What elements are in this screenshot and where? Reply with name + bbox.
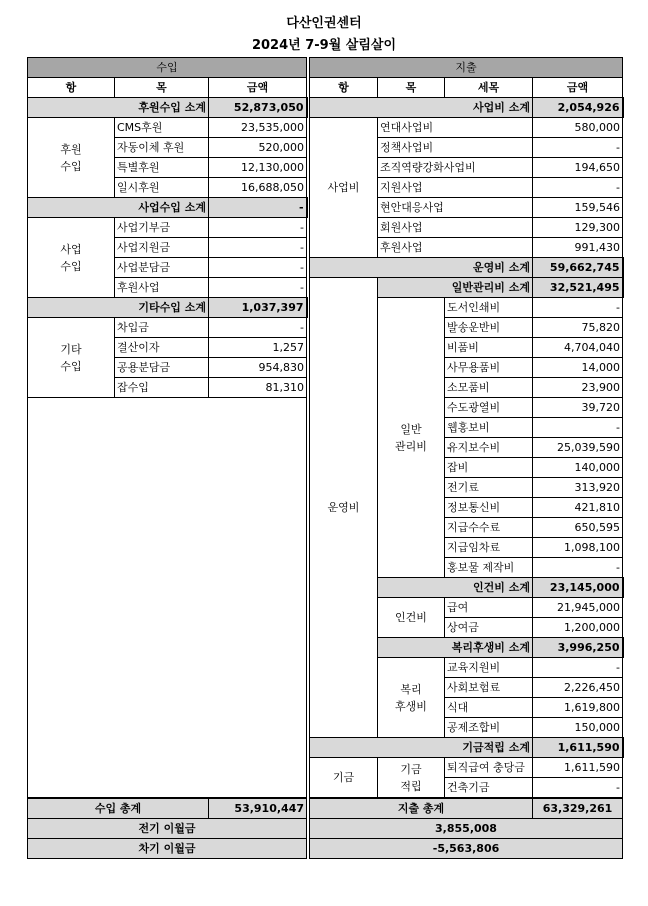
item-amount: 23,535,000 <box>209 118 307 138</box>
item-amount: 520,000 <box>209 138 307 158</box>
table-row <box>310 758 623 778</box>
item-name: 웹홍보비 <box>445 418 533 438</box>
table-row <box>28 318 307 338</box>
table-row <box>310 819 623 839</box>
expense-header: 지출 <box>310 58 623 78</box>
item-name: 회원사업 <box>378 218 533 238</box>
item-name: 사회보험료 <box>445 678 533 698</box>
item-amount: - <box>533 418 623 438</box>
item-name: 특별후원 <box>115 158 209 178</box>
item-amount: - <box>533 658 623 678</box>
item-amount: 25,039,590 <box>533 438 623 458</box>
item-name: 홍보물 제작비 <box>445 558 533 578</box>
item-amount: 4,704,040 <box>533 338 623 358</box>
subtotal-amount: 59,662,745 <box>533 258 623 278</box>
expense-table <box>309 57 624 859</box>
table-row <box>310 278 623 298</box>
item-amount: 23,900 <box>533 378 623 398</box>
income-total-label: 수입 총계 <box>28 798 209 819</box>
subtotal-amount: 3,996,250 <box>533 638 623 658</box>
item-amount: 650,595 <box>533 518 623 538</box>
subcategory-label: 인건비 <box>378 598 445 638</box>
subtotal-amount: 52,873,050 <box>209 98 307 118</box>
item-name: 급여 <box>445 598 533 618</box>
category-label: 사업 수입 <box>28 218 115 298</box>
table-row <box>310 58 623 78</box>
item-name: 지급수수료 <box>445 518 533 538</box>
subtotal-label: 인건비 소계 <box>378 578 533 598</box>
prev-carry-amount: 3,855,008 <box>310 819 623 839</box>
expense-total: 63,329,261 <box>533 798 623 819</box>
item-amount: - <box>209 318 307 338</box>
income-table <box>27 57 308 859</box>
item-name: 지원사업 <box>378 178 533 198</box>
item-name: 발송운반비 <box>445 318 533 338</box>
report-title: 2024년 7-9월 살림살이 <box>251 38 397 53</box>
item-name: 식대 <box>445 698 533 718</box>
item-amount: 39,720 <box>533 398 623 418</box>
income-total: 53,910,447 <box>209 798 307 819</box>
item-amount: 21,945,000 <box>533 598 623 618</box>
item-amount: 75,820 <box>533 318 623 338</box>
item-amount: - <box>209 218 307 238</box>
item-name: 도서인쇄비 <box>445 298 533 318</box>
table-row <box>310 98 623 118</box>
item-amount: 16,688,050 <box>209 178 307 198</box>
subcategory-label: 일반 관리비 <box>378 298 445 578</box>
item-name: 유지보수비 <box>445 438 533 458</box>
category-label: 운영비 <box>310 278 378 738</box>
item-name: 후원사업 <box>378 238 533 258</box>
item-name: CMS후원 <box>115 118 209 138</box>
item-amount: 1,200,000 <box>533 618 623 638</box>
item-amount: 12,130,000 <box>209 158 307 178</box>
item-name: 공용분담금 <box>115 358 209 378</box>
blank-area <box>28 398 307 799</box>
item-name: 사업지원금 <box>115 238 209 258</box>
table-row <box>28 78 307 98</box>
category-label: 사업비 <box>310 118 378 258</box>
item-name: 소모품비 <box>445 378 533 398</box>
table-row <box>310 118 623 138</box>
category-label: 후원 수입 <box>28 118 115 198</box>
table-row <box>28 298 307 318</box>
subcategory-label: 기금 적립 <box>378 758 445 799</box>
prev-carry-label: 전기 이월금 <box>28 819 307 839</box>
table-row <box>28 798 307 819</box>
subtotal-amount: 1,611,590 <box>533 738 623 758</box>
col-hang: 항 <box>310 78 378 98</box>
item-amount: 421,810 <box>533 498 623 518</box>
item-amount: 14,000 <box>533 358 623 378</box>
item-amount: - <box>533 298 623 318</box>
table-row <box>28 819 307 839</box>
table-row <box>310 78 623 98</box>
item-amount: 954,830 <box>209 358 307 378</box>
table-row <box>310 839 623 859</box>
item-name: 정책사업비 <box>378 138 533 158</box>
item-amount: 1,619,800 <box>533 698 623 718</box>
item-name: 교육지원비 <box>445 658 533 678</box>
table-row <box>28 198 307 218</box>
category-label: 기타 수입 <box>28 318 115 398</box>
col-semok: 세목 <box>445 78 533 98</box>
item-name: 정보통신비 <box>445 498 533 518</box>
item-amount: 1,611,590 <box>533 758 623 778</box>
item-amount: - <box>209 238 307 258</box>
item-amount: 81,310 <box>209 378 307 398</box>
item-name: 조직역량강화사업비 <box>378 158 533 178</box>
item-amount: - <box>533 778 623 799</box>
subtotal-amount: 32,521,495 <box>533 278 623 298</box>
item-name: 연대사업비 <box>378 118 533 138</box>
item-amount: 1,098,100 <box>533 538 623 558</box>
item-name: 후원사업 <box>115 278 209 298</box>
table-row <box>28 218 307 238</box>
subtotal-amount: 2,054,926 <box>533 98 623 118</box>
category-label: 기금 <box>310 758 378 799</box>
subtotal-amount: 1,037,397 <box>209 298 307 318</box>
item-name: 지급임차료 <box>445 538 533 558</box>
col-amount: 금액 <box>209 78 307 98</box>
subtotal-label: 사업비 소계 <box>310 98 533 118</box>
subtotal-label: 사업수입 소계 <box>28 198 209 218</box>
table-row <box>310 738 623 758</box>
item-name: 수도광열비 <box>445 398 533 418</box>
item-name: 퇴직급여 충당금 <box>445 758 533 778</box>
item-amount: - <box>209 258 307 278</box>
subtotal-label: 일반관리비 소계 <box>378 278 533 298</box>
item-name: 잡수입 <box>115 378 209 398</box>
subcategory-label: 복리 후생비 <box>378 658 445 738</box>
subtotal-label: 복리후생비 소계 <box>378 638 533 658</box>
item-amount: - <box>533 178 623 198</box>
item-name: 현안대응사업 <box>378 198 533 218</box>
item-name: 자동이체 후원 <box>115 138 209 158</box>
col-amount: 금액 <box>533 78 623 98</box>
org-title: 다산인권센터 <box>286 16 362 31</box>
item-name: 사업기부금 <box>115 218 209 238</box>
item-name: 잡비 <box>445 458 533 478</box>
item-amount: - <box>533 558 623 578</box>
item-amount: 313,920 <box>533 478 623 498</box>
col-hang: 항 <box>28 78 115 98</box>
item-amount: - <box>533 138 623 158</box>
subtotal-label: 기금적립 소계 <box>310 738 533 758</box>
item-name: 결산이자 <box>115 338 209 358</box>
item-name: 일시후원 <box>115 178 209 198</box>
item-amount: 194,650 <box>533 158 623 178</box>
item-name: 공제조합비 <box>445 718 533 738</box>
item-amount: - <box>209 278 307 298</box>
subtotal-label: 기타수입 소계 <box>28 298 209 318</box>
next-carry-amount: -5,563,806 <box>310 839 623 859</box>
item-name: 비품비 <box>445 338 533 358</box>
table-row <box>28 118 307 138</box>
table-row <box>28 839 307 859</box>
subtotal-amount: - <box>209 198 307 218</box>
expense-total-label: 지출 총계 <box>310 798 533 819</box>
item-amount: 991,430 <box>533 238 623 258</box>
item-amount: 2,226,450 <box>533 678 623 698</box>
subtotal-label: 운영비 소계 <box>310 258 533 278</box>
table-row <box>310 258 623 278</box>
income-header: 수입 <box>28 58 307 78</box>
table-row <box>28 58 307 78</box>
item-amount: 129,300 <box>533 218 623 238</box>
subtotal-amount: 23,145,000 <box>533 578 623 598</box>
table-row <box>28 398 307 799</box>
item-amount: 580,000 <box>533 118 623 138</box>
item-name: 사무용품비 <box>445 358 533 378</box>
item-name: 건축기금 <box>445 778 533 799</box>
next-carry-label: 차기 이월금 <box>28 839 307 859</box>
col-mok: 목 <box>378 78 445 98</box>
col-mok: 목 <box>115 78 209 98</box>
item-amount: 159,546 <box>533 198 623 218</box>
item-name: 사업분담금 <box>115 258 209 278</box>
table-row <box>310 798 623 819</box>
subtotal-label: 후원수입 소계 <box>28 98 209 118</box>
item-name: 차입금 <box>115 318 209 338</box>
item-amount: 1,257 <box>209 338 307 358</box>
item-amount: 150,000 <box>533 718 623 738</box>
item-name: 전기료 <box>445 478 533 498</box>
item-amount: 140,000 <box>533 458 623 478</box>
item-name: 상여금 <box>445 618 533 638</box>
table-row <box>28 98 307 118</box>
